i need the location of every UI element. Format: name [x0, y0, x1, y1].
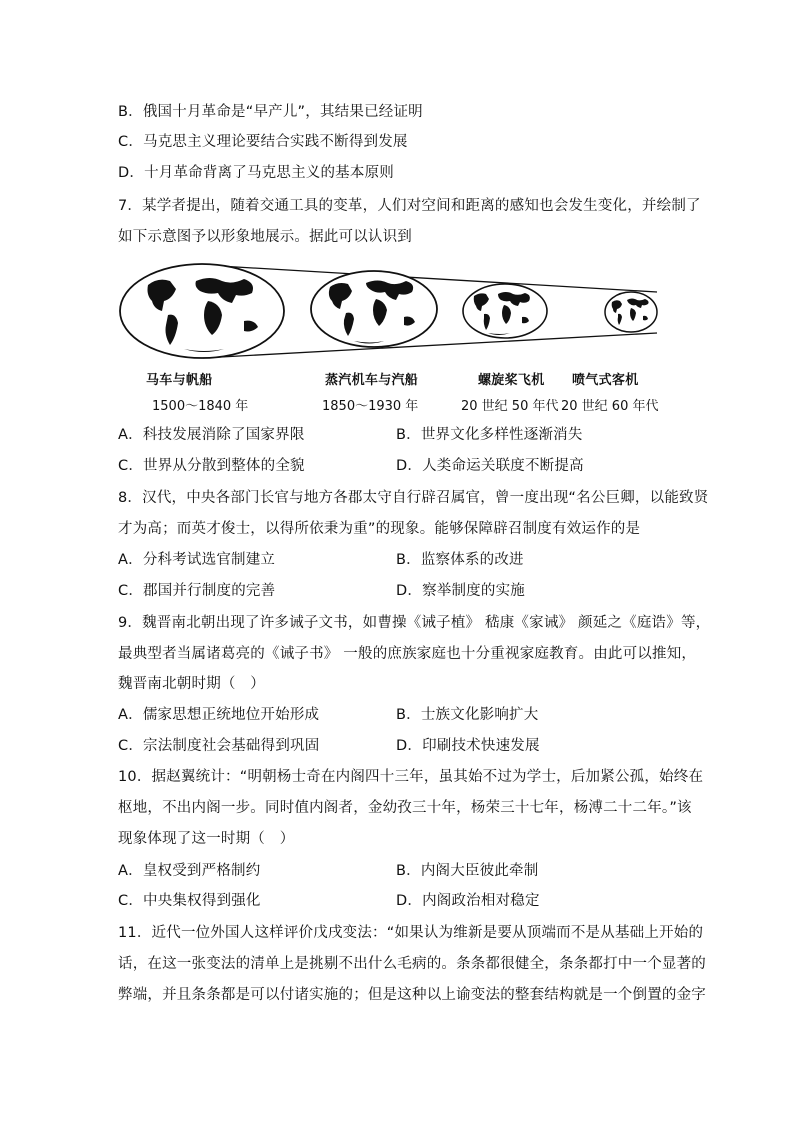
- q8-stem-line2: 才为高；而英才俊士，以得所依秉为重”的现象。能够保障辟召制度有效运作的是: [118, 521, 641, 537]
- q10-option-a: A．皇权受到严格制约: [118, 863, 261, 879]
- stage-4-years: 20 世纪 60 年代: [561, 399, 659, 414]
- q10-stem-line2: 枢地，不出内阁一步。同时值内阁者，金幼孜三十年，杨荣三十七年，杨溥二十二年。”该: [118, 800, 692, 816]
- q10-option-d: D．内阁政治相对稳定: [396, 893, 540, 909]
- q8-option-b: B．监察体系的改进: [396, 552, 524, 568]
- globe-icon: [120, 264, 284, 358]
- globe-icon: [311, 271, 437, 347]
- stage-3-years: 20 世纪 50 年代: [461, 399, 559, 414]
- q8-option-c: C．郡国并行制度的完善: [118, 583, 276, 599]
- q11-stem-line2: 话，在这一张变法的清单上是挑剔不出什么毛病的。条条都很健全，条条都打中一个显著的: [118, 956, 706, 972]
- q6-option-c: C．马克思主义理论要结合实践不断得到发展: [118, 134, 408, 150]
- q10-option-b: B．内阁大臣彼此牵制: [396, 863, 539, 879]
- q10-option-c: C．中央集权得到强化: [118, 893, 261, 909]
- stage-2-label: 蒸汽机车与汽船: [325, 373, 419, 388]
- q8-option-d: D．察举制度的实施: [396, 583, 525, 599]
- q9-option-c: C．宗法制度社会基础得到巩固: [118, 738, 320, 754]
- stage-4-label: 喷气式客机: [572, 373, 639, 388]
- stage-2-years: 1850～1930 年: [322, 399, 419, 414]
- q11-stem-line3: 弊端，并且条条都是可以付诸实施的；但是这种以上谕变法的整套结构就是一个倒置的金字: [118, 987, 706, 1003]
- q7-stem-line1: 7．某学者提出，随着交通工具的变革，人们对空间和距离的感知也会发生变化，并绘制了: [118, 198, 701, 214]
- q8-option-a: A．分科考试选官制建立: [118, 552, 276, 568]
- q6-option-d: D．十月革命背离了马克思主义的基本原则: [118, 165, 394, 181]
- q9-option-b: B．士族文化影响扩大: [396, 707, 539, 723]
- q7-option-d: D．人类命运关联度不断提高: [396, 458, 584, 474]
- shrinking-world-diagram: [118, 263, 674, 363]
- q9-stem-line2: 最典型者当属诸葛亮的《诫子书》 一般的庶族家庭也十分重视家庭教育。由此可以推知，: [118, 646, 697, 662]
- q10-stem-line3: 现象体现了这一时期（ ）: [118, 831, 295, 847]
- stage-3-label: 螺旋桨飞机: [478, 373, 545, 388]
- stage-1-label: 马车与帆船: [146, 373, 213, 388]
- q8-stem-line1: 8．汉代，中央各部门长官与地方各郡太守自行辟召属官，曾一度出现“名公巨卿，以能致贤: [118, 490, 709, 506]
- q11-stem-line1: 11．近代一位外国人这样评价戊戌变法：“如果认为维新是要从顶端而不是从基础上开始的: [118, 925, 704, 941]
- globe-icon: [463, 284, 547, 338]
- q7-option-a: A．科技发展消除了国家界限: [118, 427, 305, 443]
- q9-option-a: A．儒家思想正统地位开始形成: [118, 707, 320, 723]
- q10-stem-line1: 10．据赵翼统计：“明朝杨士奇在内阁四十三年，虽其始不过为学士，后加紧公孤，始终在: [118, 769, 704, 785]
- q7-option-c: C．世界从分散到整体的全貌: [118, 458, 305, 474]
- globe-icon: [605, 292, 657, 332]
- q6-option-b: B．俄国十月革命是“早产儿”，其结果已经证明: [118, 104, 423, 120]
- q7-option-b: B．世界文化多样性逐渐消失: [396, 427, 583, 443]
- q9-option-d: D．印刷技术快速发展: [396, 738, 540, 754]
- q9-stem-line3: 魏晋南北朝时期（ ）: [118, 676, 265, 692]
- q7-stem-line2: 如下示意图予以形象地展示。据此可以认识到: [118, 229, 412, 245]
- q9-stem-line1: 9．魏晋南北朝出现了许多诫子文书，如曹操《诫子植》 嵇康《家诫》 颜延之《庭诰》等，: [118, 615, 711, 631]
- stage-1-years: 1500～1840 年: [152, 399, 249, 414]
